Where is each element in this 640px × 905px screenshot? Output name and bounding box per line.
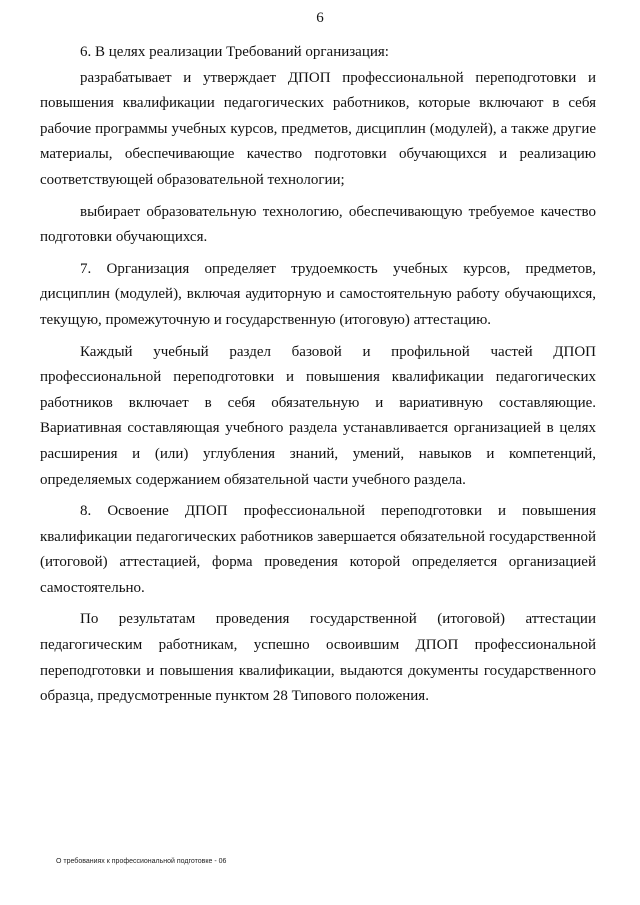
paragraph-each-section: Каждый учебный раздел базовой и профильной частей ДПОП профессиональной переподготовки и повышения квалификации педагогических работников включает в себя обязательную и вариативную составляющие. Вариативная составляющая учебного раздела устанавливается организацией в целях расширения и (или) углубления знаний, умений, навыков и компетенций, определяемых содержанием обязательной части учебного раздела. (40, 343, 596, 488)
paragraph-6-heading: 6. В целях реализации Требований организация: (80, 44, 389, 60)
page-footer: О требованиях к профессиональной подготовке - 06 (56, 858, 227, 865)
paragraph-7: 7. Организация определяет трудоемкость учебных курсов, предметов, дисциплин (модулей), включая аудиторную и самостоятельную работу обучающихся, текущую, промежуточную и государственную (итоговую) аттестацию. (40, 260, 596, 328)
paragraph-results: По результатам проведения государственной (итоговой) аттестации педагогическим работникам, успешно освоившим ДПОП профессиональной переподготовки и повышения квалификации, выдаются документы государственного образца, предусмотренные пунктом 28 Типового положения. (40, 611, 596, 705)
page-number: 6 (316, 10, 324, 26)
paragraph-8: 8. Освоение ДПОП профессиональной переподготовки и повышения квалификации педагогических работников завершается обязательной государственной (итоговой) аттестацией, форма проведения которой определяется организацией самостоятельно. (40, 503, 596, 596)
paragraph-chooses: выбирает образовательную технологию, обеспечивающую требуемое качество подготовки обучающихся. (40, 203, 596, 246)
document-body (40, 40, 596, 710)
paragraph-develops: разрабатывает и утверждает ДПОП профессиональной переподготовки и повышения квалификации педагогических работников, которые включают в себя рабочие программы учебных курсов, предметов, дисциплин (модулей), а также другие материалы, обеспечивающие качество подготовки обучающихся и реализацию соответствующей образовательной технологии; (40, 69, 596, 188)
